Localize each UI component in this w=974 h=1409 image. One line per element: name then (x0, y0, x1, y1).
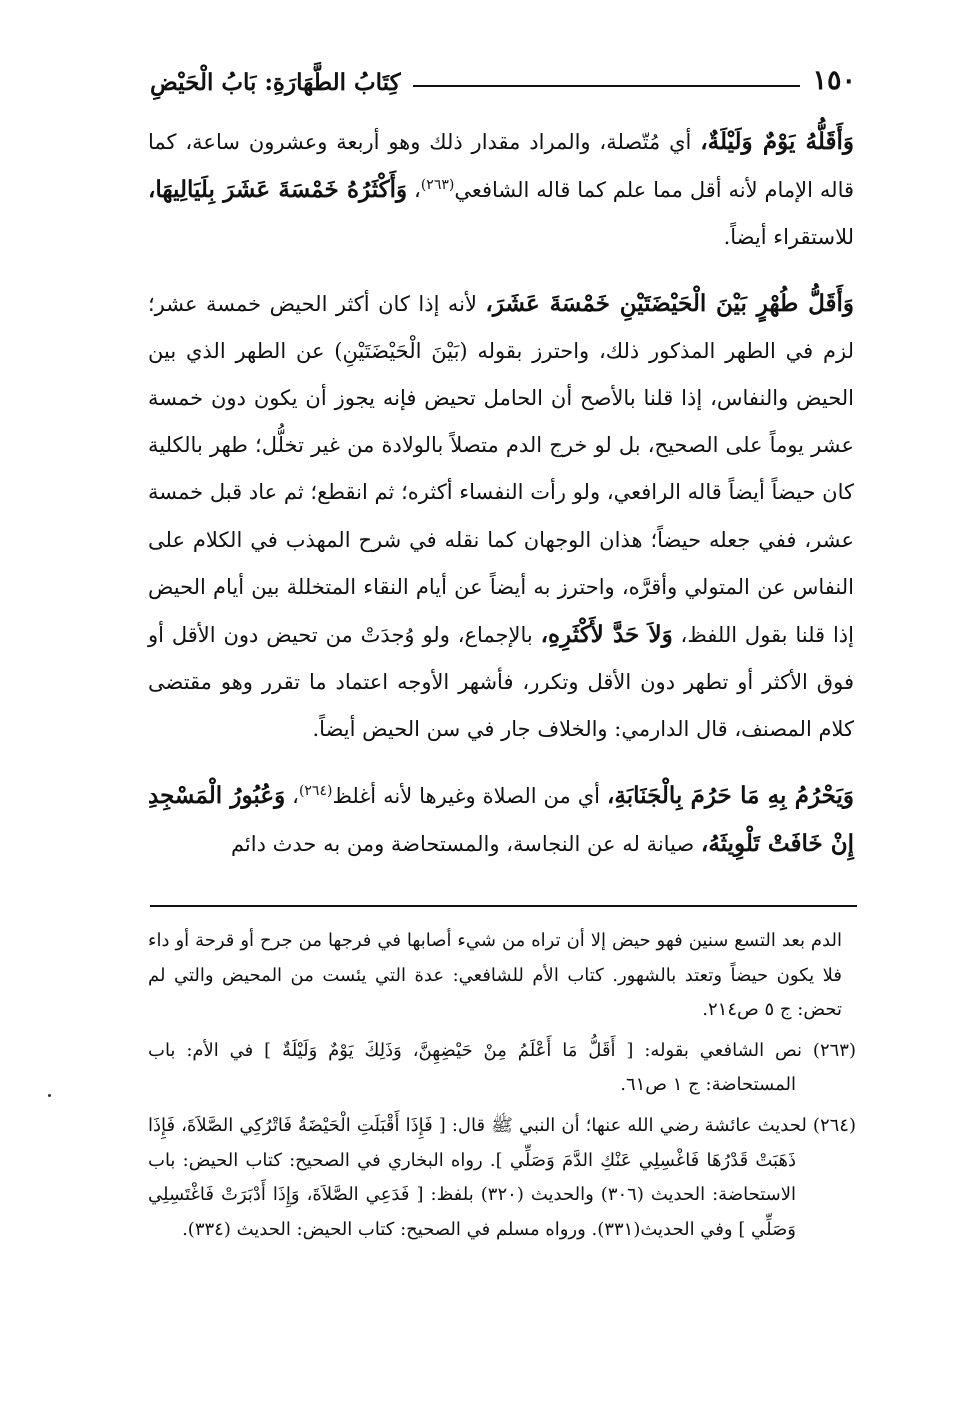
commentary-text: ، (285, 783, 299, 808)
page-number: ١٥٠ (812, 65, 856, 96)
paragraph-prohibitions (148, 772, 854, 868)
commentary-text: بالإجماع، ولو وُجدَتْ من تحيض دون الأقل أو فوق الأكثر أو تطهر دون الأقل وتكرر، فأشهر الأوجه اعتماد ما تقرر وهو مقتضى كلام المصنف، قال الدارمي: والخلاف جار في سن الحيض أيضاً. (148, 623, 854, 742)
commentary-text: ، (407, 178, 421, 203)
footnote-ref-264: (٢٦٤) (298, 782, 333, 799)
commentary-text: للاستقراء أيضاً. (723, 225, 854, 250)
footnote-continuation: الدم بعد التسع سنين فهو حيض إلا أن تراه من شيء أصابها في فرجها من جرح أو قرحة أو داء فلا يكون حيضاً وتعتد بالشهور. كتاب الأم للشافعي: عدة التي يئست من المحيض والتي لم تحض: ج ٥ ص٢١٤. (148, 930, 842, 1021)
commentary-text: أي من الصلاة وغيرها لأنه أغلظ (332, 783, 607, 808)
paragraph-purity-period (148, 280, 854, 754)
scan-speck (48, 1094, 51, 1097)
footnote-264: (٢٦٤) لحديث عائشة رضي الله عنها؛ أن النبي ﷺ قال: [ فَإِذَا أَقْبَلَتِ الْحَيْضَةُ فَاتْرُكِي الصَّلاَةَ، فَإِذَا ذَهَبَتْ قَدْرُهَا فَاغْسِلِي عَنْكِ الدَّمَ وَصَلِّي ]. رواه البخاري في الصحيح: كتاب الحيض: باب الاستحاضة: الحديث (٣٠٦) والحديث (٣٢٠) بلفظ: [ فَدَعِي الصَّلاَةَ، وَإِذَا أَدْبَرَتْ فَاغْتَسِلِي وَصَلِّي ] وفي الحديث(٣٣١). ورواه مسلم في الصحيح: كتاب الحيض: الحديث (٣٣٤). (148, 1114, 856, 1240)
main-text (148, 118, 854, 868)
commentary-text: أي مُتّصلة، والمراد مقدار ذلك وهو أربعة وعشرون ساعة، كما قاله الإمام لأنه أقل مما علم كما قاله الشافعي (148, 130, 855, 203)
matn-text: وَعُبُورُ الْمَسْجِدِ إِنْ خَافَتْ تَلْوِيثَهُ، (148, 781, 854, 857)
matn-text: وَأَقَلُّهُ يَوْمٌ وَلَيْلَةٌ، (700, 128, 854, 155)
matn-text: وَأَقَلُّ طُهْرٍ بَيْنَ الْحَيْضَتَيْنِ خَمْسَةَ عَشَرَ، (485, 289, 854, 317)
running-title: كِتَابُ الطَّهَارَةِ: بَابُ الْحَيْضِ (150, 69, 401, 96)
commentary-text: صيانة له عن النجاسة، والمستحاضة ومن به حدث دائم (230, 831, 701, 856)
matn-text: وَلاَ حَدَّ لأَكْثَرِهِ، (540, 621, 673, 649)
paragraph-min-max-duration (148, 118, 854, 262)
header-rule (413, 85, 801, 87)
commentary-text: لأنه إذا كان أكثر الحيض خمسة عشر؛ لزم في الطهر المذكور ذلك، واحترز بقوله (بَيْنَ الْحَيْضَتَيْنِ) عن الطهر الذي بين الحيض والنفاس، إذا قلنا بالأصح أن الحامل تحيض فإنه يجوز أن يكون دون خمسة عشر يوماً على الصحيح، بل لو خرج الدم متصلاً بالولادة من غير تخلُّل؛ طهر بالكلية كان حيضاً أيضاً قاله الرافعي، ولو رأت النفساء أكثره؛ ثم انقطع؛ ثم عاد قبل خمسة عشر، ففي جعله حيضاً؛ هذان الوجهان كما نقله في شرح المهذب في الكلام على النفاس عن المتولي وأقرَّه، واحترز به أيضاً عن أيام النقاء المتخللة بين أيام الحيض إذا قلنا بقول اللفظ، (148, 291, 854, 648)
footnote-ref-263: (٢٦٣) (420, 177, 455, 194)
page-header (150, 56, 856, 96)
matn-text: وَأَكْثَرُهُ خَمْسَةَ عَشَرَ بِلَيَالِيهَا، (148, 176, 408, 204)
footnote-263: (٢٦٣) نص الشافعي بقوله: [ أَقَلُّ مَا أَعْلَمُ مِنْ حَيْضِهِنَّ، وَذَلِكَ يَوْمٌ وَلَيْلَةٌ ] في الأم: باب المستحاضة: ج ١ ص٦١. (148, 1039, 856, 1096)
matn-text: وَيَحْرُمُ بِهِ مَا حَرُمَ بِالْجَنَابَةِ، (606, 781, 854, 809)
footnotes (148, 924, 856, 1247)
footnote-separator (150, 905, 857, 907)
